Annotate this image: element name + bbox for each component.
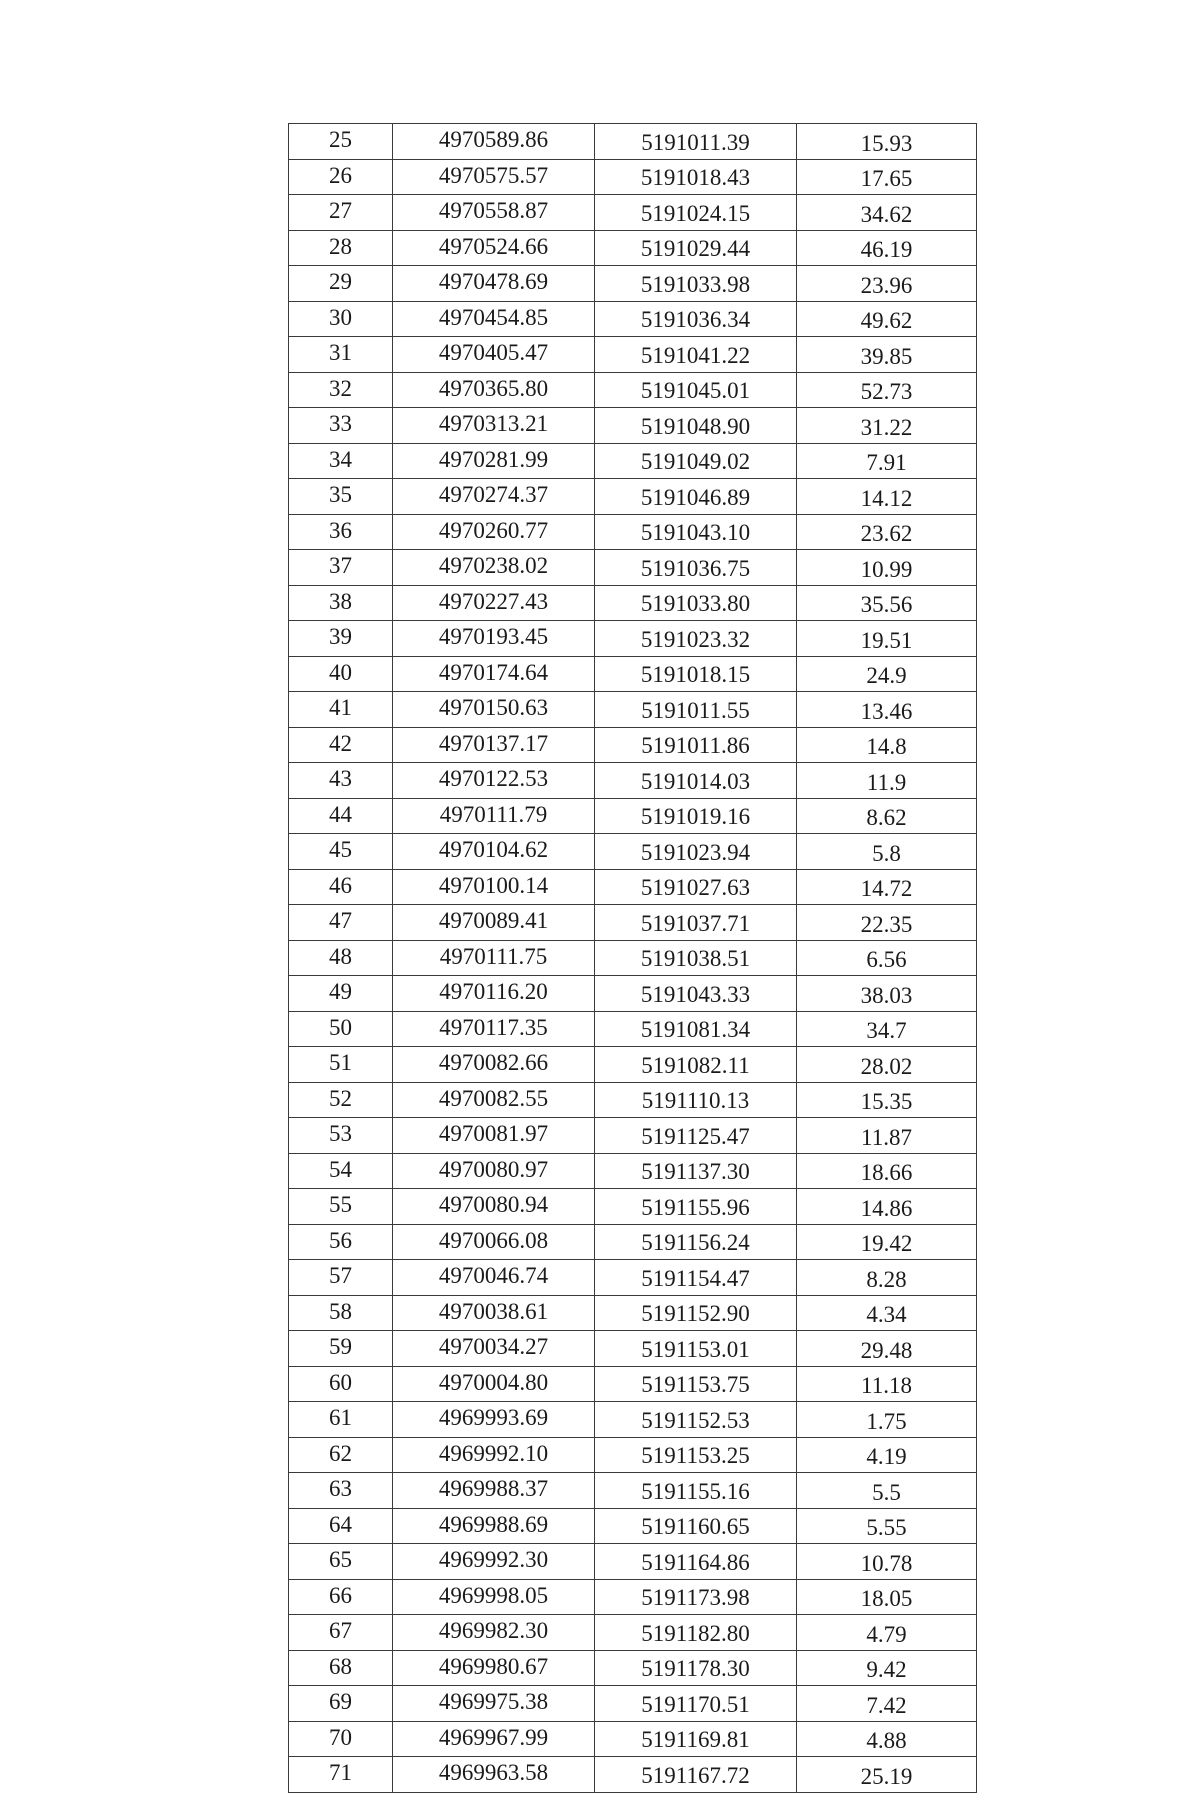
y-coordinate-cell: 5191037.71 <box>595 905 797 941</box>
y-coordinate-cell: 5191011.39 <box>595 124 797 160</box>
distance-cell: 4.19 <box>797 1437 977 1473</box>
distance-cell: 7.91 <box>797 443 977 479</box>
distance-cell: 22.35 <box>797 905 977 941</box>
point-number-cell: 58 <box>289 1295 393 1331</box>
point-number-cell: 71 <box>289 1757 393 1793</box>
x-coordinate-cell: 4970405.47 <box>393 337 595 373</box>
y-coordinate-cell: 5191153.25 <box>595 1437 797 1473</box>
y-coordinate-cell: 5191046.89 <box>595 479 797 515</box>
table-row <box>289 1118 977 1154</box>
point-number-cell: 40 <box>289 656 393 692</box>
table-row <box>289 1366 977 1402</box>
table-row <box>289 301 977 337</box>
distance-cell: 28.02 <box>797 1047 977 1083</box>
table-row <box>289 585 977 621</box>
point-number-cell: 45 <box>289 834 393 870</box>
table-row <box>289 834 977 870</box>
table-row <box>289 1650 977 1686</box>
x-coordinate-cell: 4969992.30 <box>393 1544 595 1580</box>
table-row <box>289 479 977 515</box>
table-row <box>289 727 977 763</box>
distance-cell: 10.99 <box>797 550 977 586</box>
point-number-cell: 27 <box>289 195 393 231</box>
x-coordinate-cell: 4970122.53 <box>393 763 595 799</box>
table-row <box>289 1508 977 1544</box>
x-coordinate-cell: 4969982.30 <box>393 1615 595 1651</box>
point-number-cell: 44 <box>289 798 393 834</box>
point-number-cell: 39 <box>289 621 393 657</box>
y-coordinate-cell: 5191160.65 <box>595 1508 797 1544</box>
point-number-cell: 64 <box>289 1508 393 1544</box>
table-row <box>289 1473 977 1509</box>
distance-cell: 24.9 <box>797 656 977 692</box>
distance-cell: 38.03 <box>797 976 977 1012</box>
x-coordinate-cell: 4969980.67 <box>393 1650 595 1686</box>
point-number-cell: 43 <box>289 763 393 799</box>
coordinate-table-body <box>289 124 977 1793</box>
x-coordinate-cell: 4970575.57 <box>393 159 595 195</box>
x-coordinate-cell: 4970313.21 <box>393 408 595 444</box>
x-coordinate-cell: 4970080.97 <box>393 1153 595 1189</box>
table-row <box>289 124 977 160</box>
y-coordinate-cell: 5191110.13 <box>595 1082 797 1118</box>
point-number-cell: 26 <box>289 159 393 195</box>
y-coordinate-cell: 5191036.75 <box>595 550 797 586</box>
point-number-cell: 54 <box>289 1153 393 1189</box>
point-number-cell: 67 <box>289 1615 393 1651</box>
table-row <box>289 976 977 1012</box>
table-row <box>289 1579 977 1615</box>
y-coordinate-cell: 5191018.43 <box>595 159 797 195</box>
point-number-cell: 57 <box>289 1260 393 1296</box>
x-coordinate-cell: 4969992.10 <box>393 1437 595 1473</box>
y-coordinate-cell: 5191019.16 <box>595 798 797 834</box>
point-number-cell: 38 <box>289 585 393 621</box>
x-coordinate-cell: 4970038.61 <box>393 1295 595 1331</box>
table-row <box>289 798 977 834</box>
point-number-cell: 46 <box>289 869 393 905</box>
distance-cell: 11.18 <box>797 1366 977 1402</box>
y-coordinate-cell: 5191153.01 <box>595 1331 797 1367</box>
x-coordinate-cell: 4970066.08 <box>393 1224 595 1260</box>
distance-cell: 4.79 <box>797 1615 977 1651</box>
distance-cell: 15.93 <box>797 124 977 160</box>
y-coordinate-cell: 5191153.75 <box>595 1366 797 1402</box>
x-coordinate-cell: 4970104.62 <box>393 834 595 870</box>
table-row <box>289 1331 977 1367</box>
y-coordinate-cell: 5191167.72 <box>595 1757 797 1793</box>
table-row <box>289 1295 977 1331</box>
table-row <box>289 372 977 408</box>
x-coordinate-cell: 4969988.69 <box>393 1508 595 1544</box>
table-row <box>289 550 977 586</box>
table-row <box>289 1402 977 1438</box>
point-number-cell: 49 <box>289 976 393 1012</box>
y-coordinate-cell: 5191169.81 <box>595 1721 797 1757</box>
x-coordinate-cell: 4970274.37 <box>393 479 595 515</box>
table-row <box>289 1615 977 1651</box>
distance-cell: 49.62 <box>797 301 977 337</box>
distance-cell: 5.55 <box>797 1508 977 1544</box>
x-coordinate-cell: 4970174.64 <box>393 656 595 692</box>
y-coordinate-cell: 5191011.55 <box>595 692 797 728</box>
point-number-cell: 59 <box>289 1331 393 1367</box>
table-row <box>289 905 977 941</box>
point-number-cell: 36 <box>289 514 393 550</box>
table-row <box>289 1189 977 1225</box>
x-coordinate-cell: 4969975.38 <box>393 1686 595 1722</box>
x-coordinate-cell: 4970034.27 <box>393 1331 595 1367</box>
distance-cell: 5.8 <box>797 834 977 870</box>
distance-cell: 9.42 <box>797 1650 977 1686</box>
point-number-cell: 30 <box>289 301 393 337</box>
table-row <box>289 1260 977 1296</box>
distance-cell: 17.65 <box>797 159 977 195</box>
y-coordinate-cell: 5191033.98 <box>595 266 797 302</box>
x-coordinate-cell: 4970227.43 <box>393 585 595 621</box>
table-row <box>289 1047 977 1083</box>
x-coordinate-cell: 4969993.69 <box>393 1402 595 1438</box>
x-coordinate-cell: 4969998.05 <box>393 1579 595 1615</box>
y-coordinate-cell: 5191049.02 <box>595 443 797 479</box>
distance-cell: 8.28 <box>797 1260 977 1296</box>
x-coordinate-cell: 4969963.58 <box>393 1757 595 1793</box>
distance-cell: 6.56 <box>797 940 977 976</box>
distance-cell: 19.51 <box>797 621 977 657</box>
distance-cell: 1.75 <box>797 1402 977 1438</box>
x-coordinate-cell: 4970150.63 <box>393 692 595 728</box>
distance-cell: 14.86 <box>797 1189 977 1225</box>
distance-cell: 23.96 <box>797 266 977 302</box>
coordinate-table <box>288 123 977 1793</box>
distance-cell: 14.72 <box>797 869 977 905</box>
point-number-cell: 53 <box>289 1118 393 1154</box>
x-coordinate-cell: 4970089.41 <box>393 905 595 941</box>
x-coordinate-cell: 4969967.99 <box>393 1721 595 1757</box>
y-coordinate-cell: 5191045.01 <box>595 372 797 408</box>
table-row <box>289 408 977 444</box>
x-coordinate-cell: 4969988.37 <box>393 1473 595 1509</box>
point-number-cell: 50 <box>289 1011 393 1047</box>
x-coordinate-cell: 4970478.69 <box>393 266 595 302</box>
table-row <box>289 337 977 373</box>
table-row <box>289 1686 977 1722</box>
point-number-cell: 47 <box>289 905 393 941</box>
distance-cell: 13.46 <box>797 692 977 728</box>
point-number-cell: 33 <box>289 408 393 444</box>
y-coordinate-cell: 5191038.51 <box>595 940 797 976</box>
x-coordinate-cell: 4970081.97 <box>393 1118 595 1154</box>
y-coordinate-cell: 5191154.47 <box>595 1260 797 1296</box>
point-number-cell: 51 <box>289 1047 393 1083</box>
y-coordinate-cell: 5191178.30 <box>595 1650 797 1686</box>
distance-cell: 4.34 <box>797 1295 977 1331</box>
point-number-cell: 37 <box>289 550 393 586</box>
y-coordinate-cell: 5191011.86 <box>595 727 797 763</box>
x-coordinate-cell: 4970137.17 <box>393 727 595 763</box>
y-coordinate-cell: 5191048.90 <box>595 408 797 444</box>
y-coordinate-cell: 5191036.34 <box>595 301 797 337</box>
table-row <box>289 656 977 692</box>
point-number-cell: 52 <box>289 1082 393 1118</box>
distance-cell: 11.9 <box>797 763 977 799</box>
distance-cell: 46.19 <box>797 230 977 266</box>
x-coordinate-cell: 4970454.85 <box>393 301 595 337</box>
point-number-cell: 63 <box>289 1473 393 1509</box>
table-row <box>289 1437 977 1473</box>
point-number-cell: 32 <box>289 372 393 408</box>
y-coordinate-cell: 5191155.16 <box>595 1473 797 1509</box>
y-coordinate-cell: 5191023.32 <box>595 621 797 657</box>
distance-cell: 4.88 <box>797 1721 977 1757</box>
table-row <box>289 1757 977 1793</box>
distance-cell: 18.05 <box>797 1579 977 1615</box>
distance-cell: 52.73 <box>797 372 977 408</box>
y-coordinate-cell: 5191027.63 <box>595 869 797 905</box>
y-coordinate-cell: 5191182.80 <box>595 1615 797 1651</box>
point-number-cell: 68 <box>289 1650 393 1686</box>
distance-cell: 31.22 <box>797 408 977 444</box>
point-number-cell: 48 <box>289 940 393 976</box>
point-number-cell: 61 <box>289 1402 393 1438</box>
y-coordinate-cell: 5191014.03 <box>595 763 797 799</box>
point-number-cell: 56 <box>289 1224 393 1260</box>
x-coordinate-cell: 4970524.66 <box>393 230 595 266</box>
x-coordinate-cell: 4970116.20 <box>393 976 595 1012</box>
y-coordinate-cell: 5191164.86 <box>595 1544 797 1580</box>
x-coordinate-cell: 4970004.80 <box>393 1366 595 1402</box>
point-number-cell: 41 <box>289 692 393 728</box>
distance-cell: 5.5 <box>797 1473 977 1509</box>
y-coordinate-cell: 5191082.11 <box>595 1047 797 1083</box>
distance-cell: 25.19 <box>797 1757 977 1793</box>
table-row <box>289 763 977 799</box>
x-coordinate-cell: 4970100.14 <box>393 869 595 905</box>
y-coordinate-cell: 5191152.53 <box>595 1402 797 1438</box>
y-coordinate-cell: 5191043.33 <box>595 976 797 1012</box>
y-coordinate-cell: 5191029.44 <box>595 230 797 266</box>
table-row <box>289 692 977 728</box>
y-coordinate-cell: 5191173.98 <box>595 1579 797 1615</box>
table-row <box>289 266 977 302</box>
x-coordinate-cell: 4970281.99 <box>393 443 595 479</box>
distance-cell: 19.42 <box>797 1224 977 1260</box>
table-row <box>289 1082 977 1118</box>
point-number-cell: 62 <box>289 1437 393 1473</box>
y-coordinate-cell: 5191081.34 <box>595 1011 797 1047</box>
y-coordinate-cell: 5191023.94 <box>595 834 797 870</box>
table-row <box>289 443 977 479</box>
distance-cell: 18.66 <box>797 1153 977 1189</box>
distance-cell: 8.62 <box>797 798 977 834</box>
distance-cell: 11.87 <box>797 1118 977 1154</box>
x-coordinate-cell: 4970046.74 <box>393 1260 595 1296</box>
x-coordinate-cell: 4970365.80 <box>393 372 595 408</box>
y-coordinate-cell: 5191156.24 <box>595 1224 797 1260</box>
table-row <box>289 1224 977 1260</box>
x-coordinate-cell: 4970111.79 <box>393 798 595 834</box>
x-coordinate-cell: 4970558.87 <box>393 195 595 231</box>
distance-cell: 14.12 <box>797 479 977 515</box>
table-row <box>289 1153 977 1189</box>
point-number-cell: 70 <box>289 1721 393 1757</box>
distance-cell: 10.78 <box>797 1544 977 1580</box>
x-coordinate-cell: 4970080.94 <box>393 1189 595 1225</box>
y-coordinate-cell: 5191125.47 <box>595 1118 797 1154</box>
point-number-cell: 28 <box>289 230 393 266</box>
table-row <box>289 1544 977 1580</box>
point-number-cell: 29 <box>289 266 393 302</box>
table-row <box>289 1011 977 1047</box>
distance-cell: 14.8 <box>797 727 977 763</box>
table-row <box>289 621 977 657</box>
y-coordinate-cell: 5191152.90 <box>595 1295 797 1331</box>
y-coordinate-cell: 5191137.30 <box>595 1153 797 1189</box>
point-number-cell: 35 <box>289 479 393 515</box>
table-row <box>289 514 977 550</box>
y-coordinate-cell: 5191033.80 <box>595 585 797 621</box>
point-number-cell: 69 <box>289 1686 393 1722</box>
point-number-cell: 42 <box>289 727 393 763</box>
point-number-cell: 60 <box>289 1366 393 1402</box>
y-coordinate-cell: 5191043.10 <box>595 514 797 550</box>
x-coordinate-cell: 4970260.77 <box>393 514 595 550</box>
distance-cell: 23.62 <box>797 514 977 550</box>
x-coordinate-cell: 4970589.86 <box>393 124 595 160</box>
point-number-cell: 34 <box>289 443 393 479</box>
distance-cell: 15.35 <box>797 1082 977 1118</box>
distance-cell: 34.62 <box>797 195 977 231</box>
x-coordinate-cell: 4970117.35 <box>393 1011 595 1047</box>
y-coordinate-cell: 5191024.15 <box>595 195 797 231</box>
distance-cell: 7.42 <box>797 1686 977 1722</box>
point-number-cell: 25 <box>289 124 393 160</box>
x-coordinate-cell: 4970082.55 <box>393 1082 595 1118</box>
table-row <box>289 1721 977 1757</box>
table-row <box>289 940 977 976</box>
table-row <box>289 159 977 195</box>
point-number-cell: 65 <box>289 1544 393 1580</box>
x-coordinate-cell: 4970238.02 <box>393 550 595 586</box>
table-row <box>289 195 977 231</box>
point-number-cell: 55 <box>289 1189 393 1225</box>
point-number-cell: 31 <box>289 337 393 373</box>
distance-cell: 39.85 <box>797 337 977 373</box>
distance-cell: 29.48 <box>797 1331 977 1367</box>
x-coordinate-cell: 4970082.66 <box>393 1047 595 1083</box>
x-coordinate-cell: 4970193.45 <box>393 621 595 657</box>
distance-cell: 34.7 <box>797 1011 977 1047</box>
x-coordinate-cell: 4970111.75 <box>393 940 595 976</box>
distance-cell: 35.56 <box>797 585 977 621</box>
point-number-cell: 66 <box>289 1579 393 1615</box>
y-coordinate-cell: 5191018.15 <box>595 656 797 692</box>
y-coordinate-cell: 5191155.96 <box>595 1189 797 1225</box>
y-coordinate-cell: 5191041.22 <box>595 337 797 373</box>
table-row <box>289 230 977 266</box>
y-coordinate-cell: 5191170.51 <box>595 1686 797 1722</box>
table-row <box>289 869 977 905</box>
